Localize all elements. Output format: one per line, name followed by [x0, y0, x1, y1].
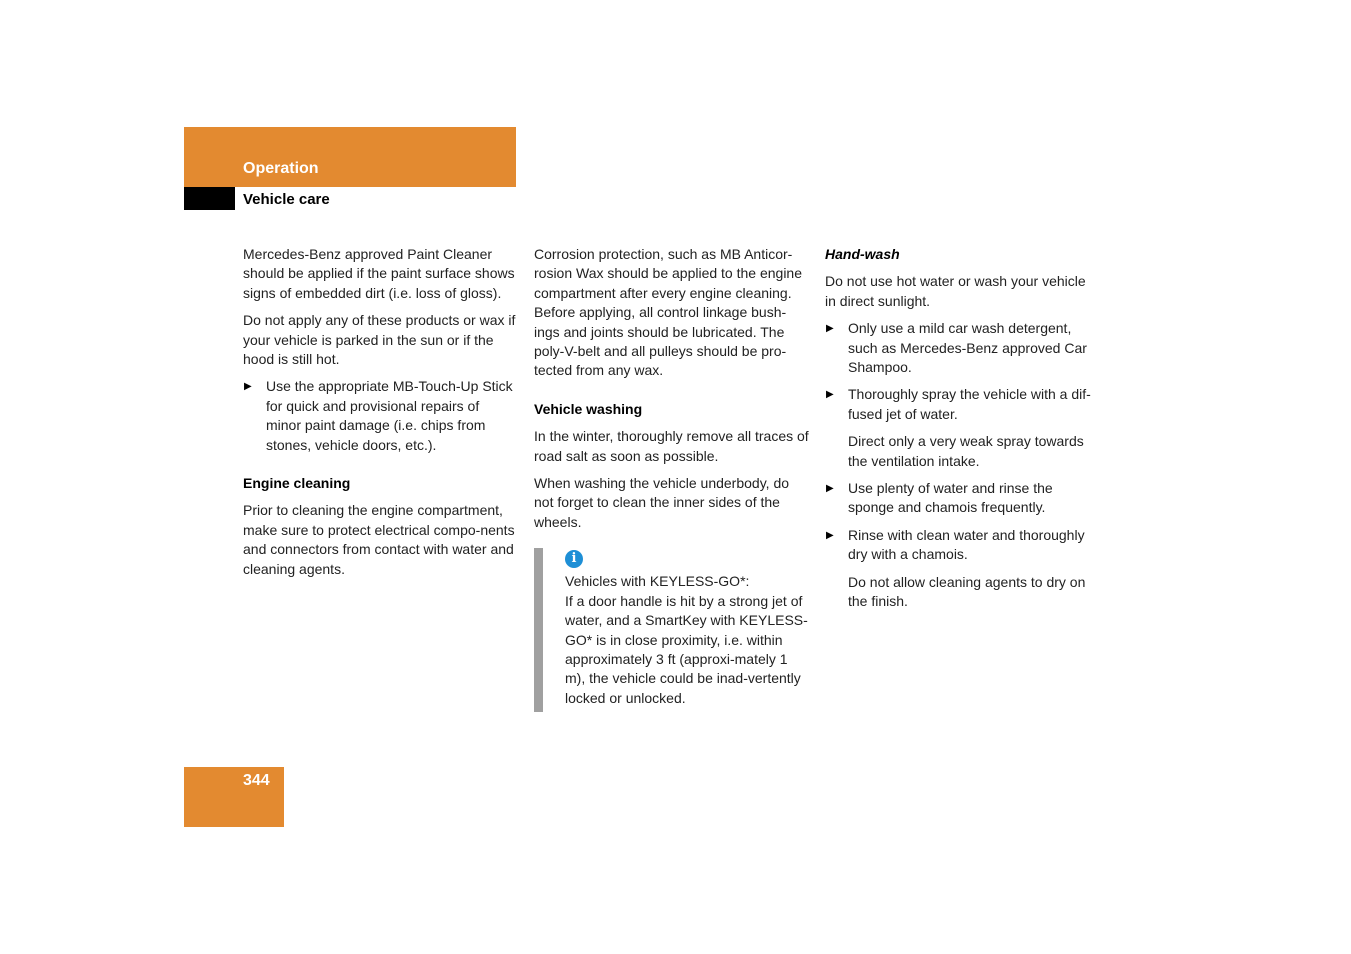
bullet-text: Rinse with clean water and thoroughly dry with a chamois.: [848, 526, 1085, 563]
bullet-arrow-icon: ▶: [826, 529, 834, 541]
bullet-text: Use the appropriate MB-Touch-Up Stick for quick and provisional repairs of minor paint damage (i.e. chips from stones, vehicle doors, etc.).: [266, 378, 513, 453]
note-text: If a door handle is hit by a strong jet of water, and a SmartKey with KEYLESS-GO* is in close proximity, i.e. within approximately 3 ft (approxi-mately 1 m), the vehicle could be inad-vertently locked or unlocked.: [565, 592, 808, 706]
info-note: [534, 548, 809, 712]
note-title: Vehicles with KEYLESS-GO*:: [565, 573, 750, 590]
bullet-arrow-icon: ▶: [826, 483, 834, 495]
section-marker: [184, 187, 235, 210]
paragraph: When washing the vehicle underbody, do not forget to clean the inner sides of the wheels.: [534, 475, 790, 530]
header-bar: [184, 127, 516, 187]
column-2: [534, 245, 809, 712]
indented-note: Do not allow cleaning agents to dry on the finish.: [848, 573, 1086, 610]
bullet-item: [825, 526, 1100, 565]
bullet-arrow-icon: ▶: [244, 381, 252, 393]
paragraph: Corrosion protection, such as MB Anticor-rosion Wax should be applied to the engine compartment after every engine cleaning. Before applying, all control linkage bush-ings and joints should be lubricated. The poly-V-belt and all pulleys should be pro-tected from any wax.: [534, 246, 802, 379]
subsection-title: Vehicle care: [243, 191, 330, 208]
section-title: Operation: [243, 160, 319, 177]
bullet-item: [243, 377, 518, 455]
column-3: [825, 245, 1100, 620]
heading-vehicle-washing: Vehicle washing: [534, 400, 643, 417]
bullet-text: Only use a mild car wash detergent, such as Mercedes-Benz approved Car Shampoo.: [848, 320, 1087, 376]
column-1: [243, 245, 518, 587]
heading-engine-cleaning: Engine cleaning: [243, 475, 351, 492]
heading-hand-wash: Hand-wash: [825, 246, 900, 262]
bullet-text: Thoroughly spray the vehicle with a dif-fused jet of water.: [848, 386, 1091, 422]
paragraph: Do not apply any of these products or wax if your vehicle is parked in the sun or if the hood is still hot.: [243, 312, 516, 368]
indented-note: Direct only a very weak spray towards the ventilation intake.: [848, 433, 1084, 469]
bullet-item: [825, 479, 1100, 518]
paragraph: Do not use hot water or wash your vehicle in direct sunlight.: [825, 273, 1086, 309]
bullet-arrow-icon: ▶: [826, 389, 834, 401]
bullet-arrow-icon: ▶: [826, 323, 834, 335]
paragraph: In the winter, thoroughly remove all traces of road salt as soon as possible.: [534, 428, 809, 464]
paragraph: Prior to cleaning the engine compartment, make sure to protect electrical compo-nents and connectors from contact with water and cleaning agents.: [243, 502, 515, 577]
bullet-text: Use plenty of water and rinse the sponge and chamois frequently.: [848, 480, 1053, 516]
page-number: 344: [243, 772, 270, 789]
paragraph: Mercedes-Benz approved Paint Cleaner should be applied if the paint surface shows signs of embedded dirt (i.e. loss of gloss).: [243, 246, 515, 301]
bullet-item: [825, 319, 1100, 377]
info-icon: i: [565, 550, 583, 568]
bullet-item: [825, 385, 1100, 424]
